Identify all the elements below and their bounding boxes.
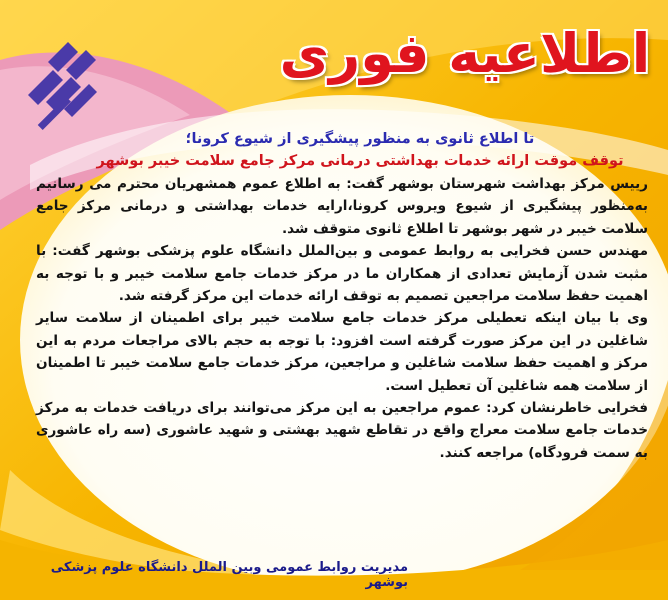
paragraph-3: وی با بیان اینکه تعطیلی مرکز خدمات جامع سلامت خیبر برای اطمینان از سلامت سایر شاغلین در این مرکز صورت گرفته است افزود: با توجه به حجم بالای مراجعات مردم به این مرکز و اهمیت حفظ سلامت شاغلین و مراجعین، مرکز خدمات جامع سلامت خیبر تا اطمینان از سلامت همه شاغلین آن تعطیل است. [36, 310, 648, 394]
announcement-body [36, 173, 648, 464]
headline-line-1: تا اطلاع ثانوی به منظور پیشگیری از شیوع کرونا؛ [185, 131, 535, 147]
university-logo-icon [18, 40, 108, 130]
headline [70, 128, 650, 172]
headline-line-2: توقف موقت ارائه خدمات بهداشتی درمانی مرکز جامع سلامت خیبر بوشهر [96, 153, 624, 169]
page-title: اطلاعیه فوری [279, 22, 651, 85]
footer-signature: مدیریت روابط عمومی وبین الملل دانشگاه علوم پزشکی بوشهر [50, 560, 408, 590]
paragraph-1: رییس مرکز بهداشت شهرستان بوشهر گفت: به اطلاع عموم همشهریان محترم می رسانیم به‌منظور پیشگیری از شیوع ویروس کرونا،ارایه خدمات بهداشتی و درمانی مرکز جامع سلامت خیبر در شهر بوشهر تا اطلاع ثانوی متوقف شد. [36, 176, 648, 237]
paragraph-2: مهندس حسن فخرایی به روابط عمومی و بین‌الملل دانشگاه علوم پزشکی بوشهر گفت: با مثبت شدن آزمایش تعدادی از همکاران ما در مرکز خدمات جامع سلامت خیبر و با توجه به اهمیت حفظ سلامت مراجعین تصمیم به توقف ارائه خدمات این مرکز گرفته شد. [36, 243, 648, 305]
paragraph-4: فخرایی خاطرنشان کرد: عموم مراجعین به این مرکز می‌توانند برای دریافت خدمات به مرکز خدمات جامع سلامت معراج واقع در تقاطع شهید بهشتی و شهید عاشوری (سه راه عاشوری به سمت فرودگاه) مراجعه کنند. [36, 400, 648, 461]
